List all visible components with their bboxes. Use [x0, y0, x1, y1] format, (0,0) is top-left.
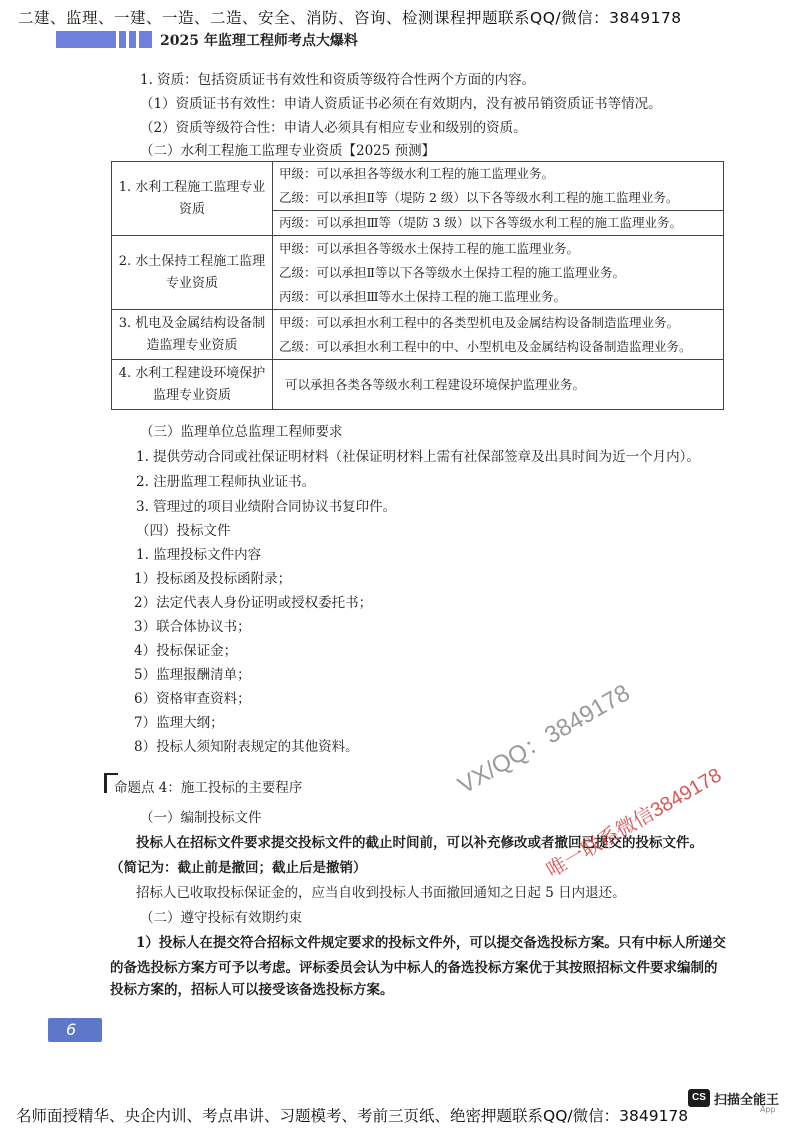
topic4-paragraph-1: 投标人在招标文件要求提交投标文件的截止时间前，可以补充修改或者撤回已提交的投标文件。: [136, 835, 703, 851]
document-title: 2025 年监理工程师考点大爆料: [160, 33, 358, 49]
table-row-label: 4. 水利工程建设环境保护 监理专业资质: [112, 360, 273, 410]
table-cell: 可以承担各类各等级水利工程建设环境保护监理业务。: [285, 376, 586, 392]
qualification-table: [111, 161, 724, 410]
topic4-heading: 命题点 4：施工投标的主要程序: [114, 780, 303, 796]
table-row: [112, 360, 724, 410]
table-cell: 甲级：可以承担各等级水利工程的施工监理业务。: [279, 166, 555, 181]
bid-docs-subheading: 1. 监理投标文件内容: [136, 547, 262, 563]
list-item: 5）监理报酬清单；: [134, 667, 251, 683]
topic4-note: （简记为：截止前是撤回；截止后是撤销）: [110, 860, 367, 876]
bottom-contact-banner: 名师面授精华、央企内训、考点串讲、习题模考、考前三页纸、绝密押题联系QQ/微信：3849178: [16, 1107, 689, 1125]
chief-engineer-item-3: 3. 管理过的项目业绩附合同协议书复印件。: [136, 499, 397, 515]
topic4-paragraph-3c: 投标方案的，招标人可以接受该备选投标方案。: [110, 982, 394, 998]
top-contact-banner: 二建、监理、一建、一造、二造、安全、消防、咨询、检测课程押题联系QQ/微信：3849178: [18, 9, 682, 27]
list-item: 7）监理大纲；: [134, 715, 224, 731]
scanner-logo-icon: CS: [688, 1089, 710, 1107]
table-cell: 甲级：可以承担各等级水土保持工程的施工监理业务。: [279, 240, 580, 256]
table-cell: 乙级：可以承担Ⅱ等以下各等级水土保持工程的施工监理业务。: [279, 264, 625, 280]
qualification-item-1a: （1）资质证书有效性：申请人资质证书必须在有效期内，没有被吊销资质证书等情况。: [140, 96, 662, 112]
table-row-label: 2. 水土保持工程施工监理 专业资质: [112, 236, 273, 310]
table-cell: 丙级：可以承担Ⅲ等（堤防 3 级）以下各等级水利工程的施工监理业务。: [273, 210, 723, 235]
qualification-subheading: （二）水利工程施工监理专业资质【2025 预测】: [140, 143, 436, 159]
scanner-name: 扫描全能王: [714, 1092, 780, 1108]
chief-engineer-heading: （三）监理单位总监理工程师要求: [140, 424, 343, 440]
list-item: 2）法定代表人身份证明或授权委托书；: [134, 595, 373, 611]
list-item: 4）投标保证金；: [134, 643, 238, 659]
watermark-wechat: 唯一联系微信3849178: [543, 764, 726, 883]
chief-engineer-item-1: 1. 提供劳动合同或社保证明材料（社保证明材料上需有社保部签章及出具时间为近一个月内）。: [136, 449, 700, 465]
list-item: 8）投标人须知附表规定的其他资料。: [134, 739, 359, 755]
chief-engineer-item-2: 2. 注册监理工程师执业证书。: [136, 474, 316, 490]
topic4-subheading-2: （二）遵守投标有效期约束: [140, 910, 302, 926]
qualification-item-1: 1. 资质：包括资质证书有效性和资质等级符合性两个方面的内容。: [140, 72, 536, 88]
topic4-paragraph-2: 招标人已收取投标保证金的，应当自收到投标人书面撤回通知之日起 5 日内退还。: [136, 885, 626, 901]
list-item: 6）资格审查资料；: [134, 691, 251, 707]
page-number: 6: [48, 1018, 102, 1042]
section-marker-top: [104, 773, 118, 775]
table-cell: 乙级：可以承担Ⅱ等（堤防 2 级）以下各等级水利工程的施工监理业务。: [279, 190, 679, 205]
redaction-block: [56, 31, 152, 48]
table-cell: 乙级：可以承担水利工程中的中、小型机电及金属结构设备制造监理业务。: [279, 338, 692, 354]
section-marker: [104, 773, 107, 793]
table-row: [112, 310, 724, 360]
table-row-label: 1. 水利工程施工监理专业 资质: [112, 162, 273, 236]
watermark-contact: VX/QQ：3849178: [453, 679, 635, 800]
table-row: [112, 162, 724, 236]
table-row: [112, 236, 724, 310]
topic4-subheading-1: （一）编制投标文件: [140, 810, 262, 826]
topic4-paragraph-3: 1）投标人在提交符合招标文件规定要求的投标文件外，可以提交备选投标方案。只有中标人所递交: [136, 935, 726, 951]
list-item: 3）联合体协议书；: [134, 619, 251, 635]
list-item: 1）投标函及投标函附录；: [134, 571, 292, 587]
topic4-paragraph-3b: 的备选投标方案方可予以考虑。评标委员会认为中标人的备选投标方案优于其按照招标文件要求编制的: [110, 960, 718, 976]
table-cell: 丙级：可以承担Ⅲ等水土保持工程的施工监理业务。: [279, 288, 567, 304]
bid-docs-heading: （四）投标文件: [136, 523, 231, 539]
scanner-subtext: App: [760, 1105, 776, 1114]
table-cell: 甲级：可以承担水利工程中的各类型机电及金属结构设备制造监理业务。: [279, 314, 680, 330]
qualification-item-1b: （2）资质等级符合性：申请人必须具有相应专业和级别的资质。: [140, 120, 527, 136]
table-row-label: 3. 机电及金属结构设备制 造监理专业资质: [112, 310, 273, 360]
